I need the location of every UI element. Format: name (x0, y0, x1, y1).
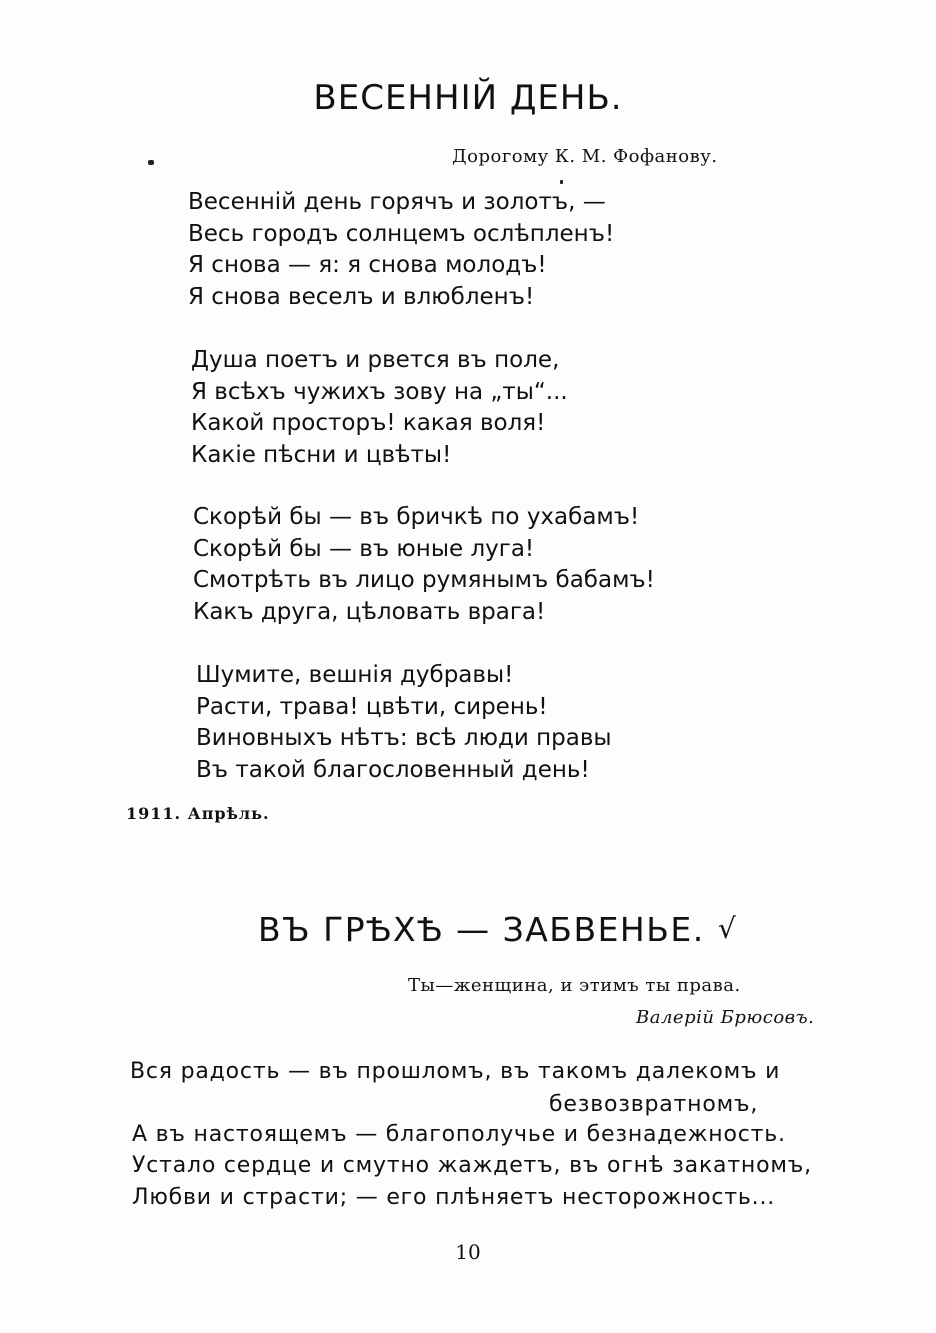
poem2-epigraph-author: Валерій Брюсовъ. (636, 1007, 815, 1028)
verse-line-continuation: безвозвратномъ, (549, 1092, 759, 1117)
poem2-title: ВЪ ГРѢХѢ — ЗАБВЕНЬЕ. (258, 910, 705, 949)
poem1-title: ВЕСЕННІЙ ДЕНЬ. (313, 78, 623, 118)
verse-line: Какіе пѣсни и цвѣты! (191, 441, 452, 468)
verse-line: Расти, трава! цвѣти, сирень! (196, 693, 548, 720)
poem1-date: 1911. Апрѣль. (126, 804, 270, 823)
print-speck (148, 160, 154, 165)
verse-line: Я снова — я: я снова молодъ! (188, 252, 547, 278)
poem1-stanza-1 (188, 187, 614, 313)
verse-line: Какъ друга, цѣловать врага! (193, 598, 546, 625)
poem1-dedication: Дорогому К. М. Фофанову. (452, 146, 718, 167)
verse-line: Весенній день горячъ и золотъ, — (188, 189, 606, 215)
verse-line: Вся радость — въ прошломъ, въ такомъ далекомъ и (130, 1059, 781, 1084)
poem1-stanza-2 (191, 345, 568, 471)
verse-line: Душа поетъ и рвется въ поле, (191, 347, 560, 373)
handwritten-check-mark: √ (718, 912, 736, 945)
verse-line: Смотрѣть въ лицо румянымъ бабамъ! (193, 567, 655, 593)
verse-line: Скорѣй бы — въ юные луга! (193, 535, 535, 562)
verse-line: Скорѣй бы — въ бричкѣ по ухабамъ! (193, 504, 640, 530)
verse-line: Виновныхъ нѣтъ: всѣ люди правы (196, 725, 612, 751)
verse-line: Я всѣхъ чужихъ зову на „ты“... (191, 378, 568, 405)
poem1-stanza-4 (196, 660, 612, 786)
verse-line: Любви и страсти; — его плѣняетъ несторожность... (132, 1185, 776, 1210)
print-speck (560, 180, 563, 184)
verse-line: Какой просторъ! какая воля! (191, 410, 546, 436)
poem2-epigraph: Ты—женщина, и этимъ ты права. (408, 975, 741, 996)
verse-line: А въ настоящемъ — благополучье и безнадежность. (132, 1122, 786, 1147)
verse-line: Я снова веселъ и влюбленъ! (188, 283, 535, 310)
verse-line: Устало сердце и смутно жаждетъ, въ огнѣ закатномъ, (132, 1153, 812, 1178)
verse-line: Въ такой благословенный день! (196, 756, 590, 783)
poem1-stanza-3 (193, 502, 655, 628)
page-number: 10 (455, 1240, 481, 1264)
verse-line: Шумите, вешнія дубравы! (196, 662, 514, 688)
verse-line: Весь городъ солнцемъ ослѣпленъ! (188, 220, 615, 247)
